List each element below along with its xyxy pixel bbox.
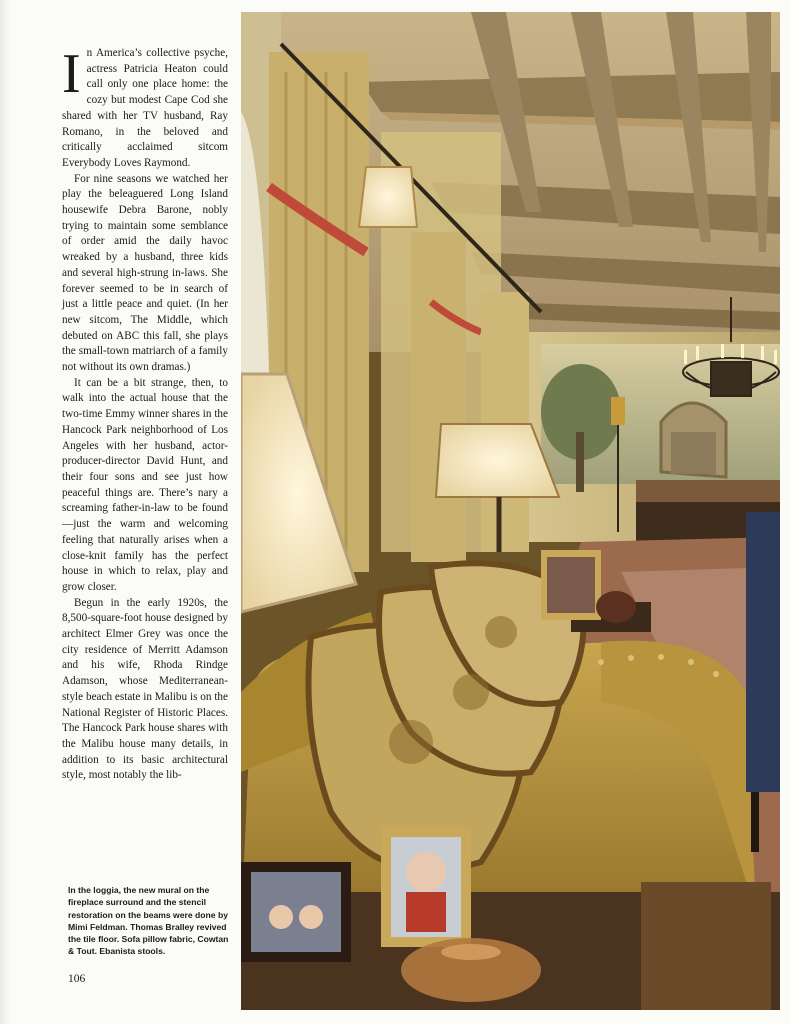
drop-cap: I (62, 43, 81, 105)
article-paragraph: Begun in the early 1920s, the 8,500-square-foot house designed by architect Elmer Grey was once the city residence of Merritt Adamson and his wife, Rhoda Rindge Adamson, whose Mediterranean-style beach estate in Malibu is on the National Register of Historic Places. The Hancock Park house shares with the Malibu house many details, in addition to its basic architectural style, most notably the lib- (62, 596, 228, 782)
loggia-photograph (241, 12, 780, 1010)
photo-caption: In the loggia, the new mural on the fireplace surround and the stencil restoration on the beams were done by Mimi Feldman. Thomas Bralley revived the tile floor. Sofa pillow fabric, Cowtan & Tout. Ebanista stools. (68, 885, 229, 957)
article-paragraph: It can be a bit strange, then, to walk into the actual house that the two-time Emmy winner shares in the Hancock Park neighborhood of Los Angeles with her husband, actor-producer-director David Hunt, and their four sons and see just how peaceful things are. There’s nary a screaming father-in-law to be found—just the warm and welcoming feeling that naturally arises when a close-knit family has the perfect house in which to relax, play and grow closer. (62, 376, 228, 593)
article-column (62, 43, 228, 784)
article-paragraph: n America’s collective psyche, actress Patricia Heaton could call only one place home: the cozy but modest Cape Cod she shared with her TV husband, Ray Romano, in the beloved and critically acclaimed sitcom Everybody Loves Raymond. (62, 47, 228, 169)
page-number: 106 (68, 973, 86, 985)
article-paragraph: For nine seasons we watched her play the beleaguered Long Island housewife Debra Barone, nobly trying to maintain some semblance of order amid the daily havoc wreaked by a husband, three kids and several high-strung in-laws. She forever seemed to be in search of just a little peace and quiet. (In her new sitcom, The Middle, which debuted on ABC this fall, she plays the small-town matriarch of a family not without its own dramas.) (62, 172, 228, 374)
page-edge-shadow (0, 0, 10, 1024)
